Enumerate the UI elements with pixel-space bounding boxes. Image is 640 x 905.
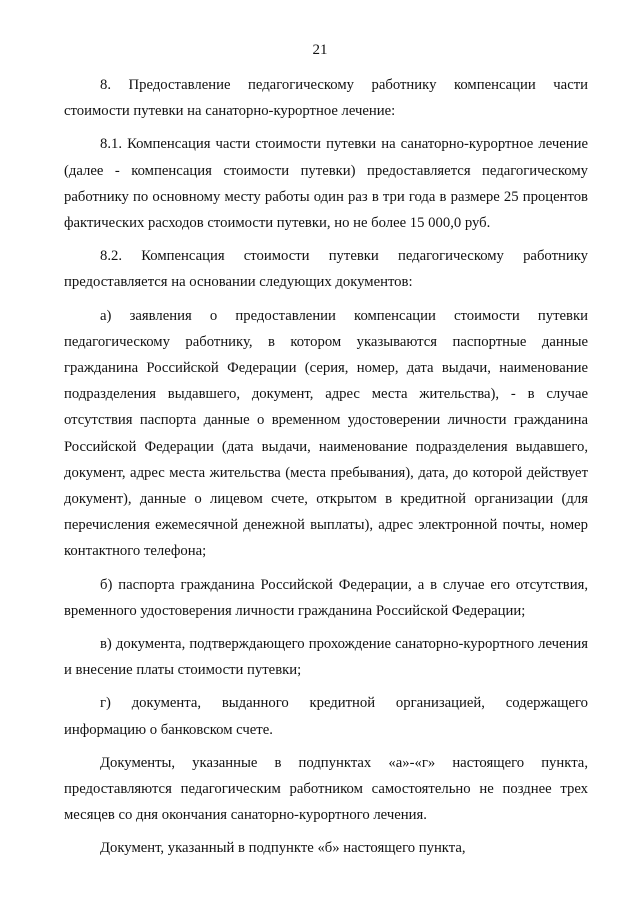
subparagraph-v: в) документа, подтверждающего прохождение санаторно-курортного лечения и внесение платы стоимости путевки; (64, 636, 588, 679)
subparagraph-g: г) документа, выданного кредитной организацией, содержащего информацию о банковском счете. (64, 695, 588, 738)
subparagraph-b: б) паспорта гражданина Российской Федерации, а в случае его отсутствия, временного удостоверения личности гражданина Российской Федерации; (64, 576, 588, 619)
documents-deadline-paragraph: Документы, указанные в подпунктах «а»-«г» настоящего пункта, предоставляются педагогическим работником самостоятельно не позднее трех месяцев со дня окончания санаторно-курортного лечения. (64, 754, 588, 824)
paragraph-8-heading: 8. Предоставление педагогическому работнику компенсации части стоимости путевки на санаторно-курортное лечение: (64, 77, 588, 120)
paragraph-8-1: 8.1. Компенсация части стоимости путевки на санаторно-курортное лечение (далее - компенсация стоимости путевки) предоставляется педагогическому работнику по основному месту работы один раз в три года в размере 25 процентов фактических расходов стоимости путевки, но не более 15 000,0 руб. (64, 136, 588, 232)
paragraph-8-2: 8.2. Компенсация стоимости путевки педагогическому работнику предоставляется на основании следующих документов: (64, 248, 588, 291)
document-body (64, 72, 588, 869)
page-number: 21 (312, 42, 328, 58)
document-b-paragraph: Документ, указанный в подпункте «б» настоящего пункта, (100, 840, 466, 857)
subparagraph-a: а) заявления о предоставлении компенсации стоимости путевки педагогическому работнику, в котором указываются паспортные данные гражданина Российской Федерации (серия, номер, дата выдачи, наименование подразделения выдавшего, документ, адрес места жительства), - в случае отсутствия паспорта данные о временном удостоверении личности гражданина Российской Федерации (дата выдачи, наименование подразделения выдавшего, документ, адрес места жительства (места пребывания), дата, до которой действует документ), данные о лицевом счете, открытом в кредитной организации (для перечисления ежемесячной денежной выплаты), адрес электронной почты, номер контактного телефона; (64, 307, 588, 560)
